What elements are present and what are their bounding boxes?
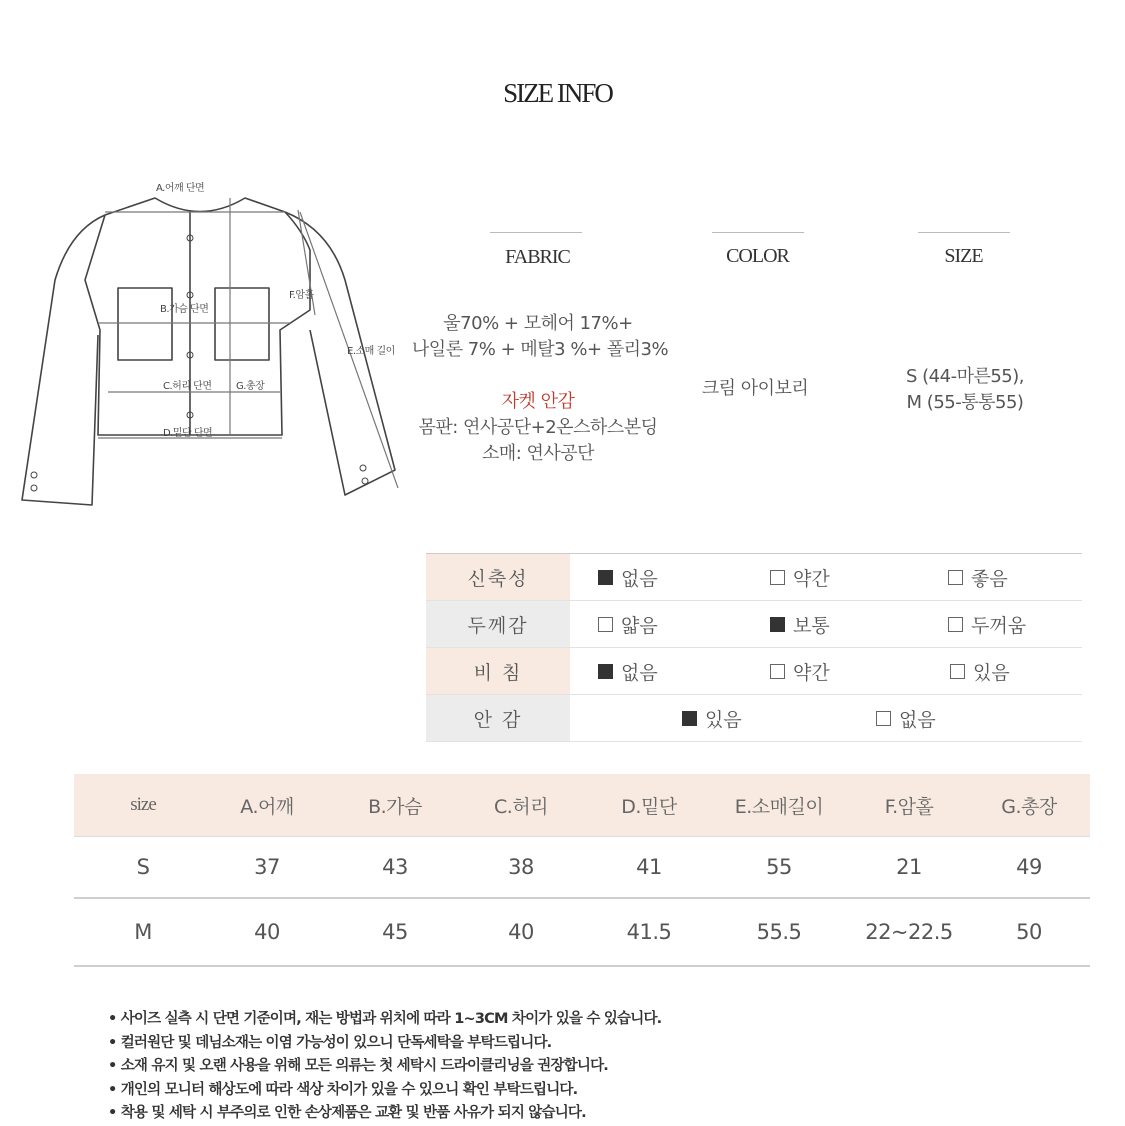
label-sleeve-length: E.소매 길이 — [347, 346, 395, 357]
color-heading: COLOR — [726, 245, 789, 267]
size-heading: SIZE — [944, 245, 983, 267]
care-notes — [108, 1008, 1008, 1126]
checkbox-empty-icon — [948, 617, 963, 632]
table-cell: 38 — [508, 855, 534, 879]
checkbox-empty-icon — [876, 711, 891, 726]
checkbox-empty-icon — [948, 570, 963, 585]
option-normal[interactable]: 보통 — [770, 601, 830, 647]
header-hem: D.밑단 — [621, 795, 677, 818]
table-cell: 40 — [254, 920, 280, 944]
lining-sleeve: 소매: 연사공단 — [481, 443, 595, 464]
table-cell: 55.5 — [756, 920, 802, 944]
fabric-heading: FABRIC — [505, 246, 570, 268]
property-label: 안 감 — [426, 695, 570, 741]
size-range-2: M (55-통통55) — [906, 392, 1024, 413]
color-value: 크림 아이보리 — [701, 378, 809, 399]
fabric-composition-1: 울70% + 모헤어 17%+ — [443, 313, 633, 334]
note-item: • 착용 및 세탁 시 부주의로 인한 손상제품은 교환 및 반품 사유가 되지 않습니다. — [108, 1105, 586, 1121]
label-total-length: G.총장 — [236, 381, 265, 392]
lining-body: 몸판: 연사공단+2온스하스본딩 — [418, 417, 658, 438]
size-table — [74, 774, 1090, 967]
header-armhole: F.암홀 — [884, 795, 934, 818]
page-title: SIZE INFO — [503, 78, 612, 108]
table-cell: 41.5 — [626, 920, 672, 944]
size-rule — [918, 232, 1010, 233]
table-row — [74, 837, 1090, 899]
option-no[interactable]: 없음 — [876, 695, 936, 741]
option-none[interactable]: 없음 — [598, 554, 658, 600]
lining-title: 자켓 안감 — [501, 391, 575, 412]
checkbox-empty-icon — [598, 617, 613, 632]
header-waist: C.허리 — [493, 795, 548, 818]
label-shoulder: A.어깨 단면 — [156, 183, 205, 194]
option-none[interactable]: 없음 — [598, 648, 658, 694]
option-yes[interactable]: 있음 — [682, 695, 742, 741]
table-cell: 37 — [254, 855, 280, 879]
checkbox-checked-icon — [682, 711, 697, 726]
label-armhole: F.암홀 — [289, 290, 314, 301]
size-cell: S — [136, 855, 150, 879]
table-cell: 40 — [508, 920, 534, 944]
table-cell: 43 — [382, 855, 408, 879]
option-good[interactable]: 좋음 — [948, 554, 1008, 600]
table-cell: 41 — [636, 855, 662, 879]
table-cell: 49 — [1016, 855, 1042, 879]
note-item: • 개인의 모니터 해상도에 따라 색상 차이가 있을 수 있으니 확인 부탁드립니다. — [108, 1081, 578, 1098]
color-rule — [712, 232, 804, 233]
property-label: 신축성 — [426, 554, 570, 600]
option-slight[interactable]: 약간 — [770, 648, 830, 694]
fabric-composition-2: 나일론 7% + 메탈3 %+ 폴리3% — [411, 339, 669, 360]
fabric-rule — [490, 232, 582, 233]
checkbox-empty-icon — [770, 570, 785, 585]
header-shoulder: A.어깨 — [240, 795, 294, 818]
property-label: 두께감 — [426, 601, 570, 647]
header-size: size — [130, 794, 156, 815]
table-row — [74, 899, 1090, 967]
option-yes[interactable]: 있음 — [950, 648, 1010, 694]
option-thin[interactable]: 얇음 — [598, 601, 658, 647]
property-table — [426, 553, 1082, 742]
size-range-1: S (44-마른55), — [906, 366, 1024, 387]
table-cell: 55 — [766, 855, 792, 879]
size-cell: M — [134, 920, 152, 944]
note-item: • 사이즈 실측 시 단면 기준이며, 재는 방법과 위치에 따라 1~3CM 차이가 있을 수 있습니다. — [108, 1011, 662, 1027]
table-cell: 45 — [382, 920, 408, 944]
property-row-stretch — [426, 554, 1082, 601]
table-cell: 21 — [896, 855, 922, 879]
checkbox-checked-icon — [598, 664, 613, 679]
checkbox-empty-icon — [770, 664, 785, 679]
option-thick[interactable]: 두꺼움 — [948, 601, 1026, 647]
label-hem: D.밑단 단면 — [163, 428, 213, 439]
property-label: 비 침 — [426, 648, 570, 694]
property-row-sheerness — [426, 648, 1082, 695]
header-chest: B.가슴 — [368, 795, 422, 818]
size-table-header — [74, 774, 1090, 837]
option-slight[interactable]: 약간 — [770, 554, 830, 600]
header-sleeve: E.소매길이 — [734, 795, 824, 818]
note-item: • 소재 유지 및 오랜 사용을 위해 모든 의류는 첫 세탁시 드라이클리닝을 권장합니다. — [108, 1058, 608, 1074]
label-waist: C.허리 단면 — [163, 381, 212, 392]
table-cell: 50 — [1016, 920, 1042, 944]
property-row-lining — [426, 695, 1082, 742]
checkbox-checked-icon — [770, 617, 785, 632]
label-chest: B.가슴 단면 — [160, 304, 209, 315]
checkbox-checked-icon — [598, 570, 613, 585]
checkbox-empty-icon — [950, 664, 965, 679]
note-item: • 컬러원단 및 데님소재는 이염 가능성이 있으니 단독세탁을 부탁드립니다. — [108, 1034, 552, 1051]
property-row-thickness — [426, 601, 1082, 648]
table-cell: 22~22.5 — [865, 920, 953, 944]
header-total-length: G.총장 — [1001, 795, 1057, 818]
